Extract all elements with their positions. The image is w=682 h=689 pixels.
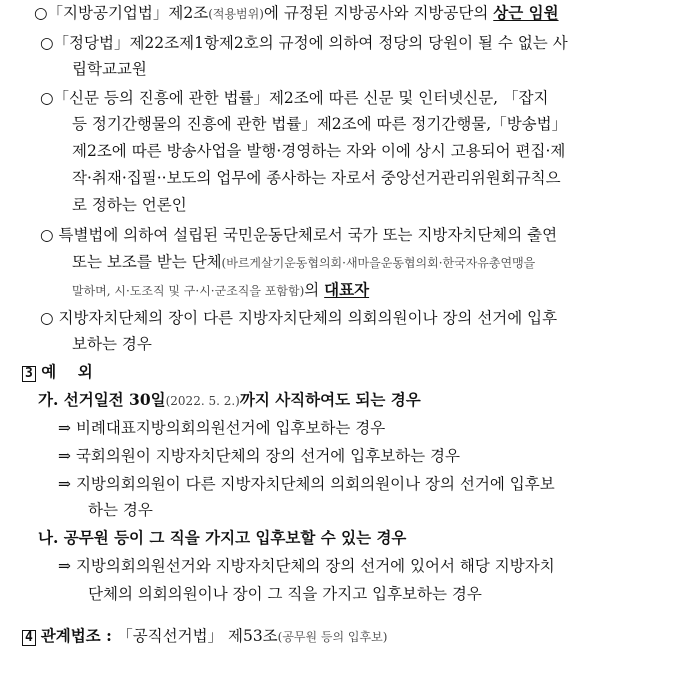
item-text: 「신문 등의 진흥에 관한 법률」제2조에 따른 신문 및 인터넷신문, 「잡지 — [53, 89, 549, 107]
section-number: 3 — [22, 366, 36, 382]
date-note: (2022. 5. 2.) — [165, 394, 240, 408]
item-text: 단체의 의회의원이나 장이 그 직을 가지고 입후보하는 경우 — [88, 585, 482, 603]
item-continuation — [72, 168, 561, 188]
item-text: 의 — [304, 281, 325, 299]
exception-item — [58, 418, 385, 438]
bullet: ○ — [40, 34, 54, 52]
arrow-icon: ⇒ — [58, 557, 71, 575]
item-text: 지방자치단체의 장이 다른 지방자치단체의 의회의원이나 장의 선거에 입후 — [58, 309, 558, 327]
item-continuation — [72, 280, 369, 301]
emphasis-text: 상근 임원 — [493, 3, 559, 22]
item-continuation — [72, 252, 535, 273]
arrow-icon: ⇒ — [58, 419, 71, 437]
subsection-title: 가. 선거일전 30일 — [38, 390, 166, 409]
exception-item — [58, 474, 555, 494]
item-text: 립학교교원 — [72, 60, 147, 78]
arrow-icon: ⇒ — [58, 447, 71, 465]
bullet: ○ — [40, 89, 54, 107]
item-continuation — [72, 141, 565, 161]
item-text: 등 정기간행물의 진흥에 관한 법률」제2조에 따른 정기간행물,「방송법」 — [72, 115, 568, 133]
section-heading-related-law — [22, 626, 387, 647]
exception-item — [58, 556, 555, 576]
item-continuation — [88, 500, 153, 520]
separator: : — [100, 626, 118, 645]
item-press — [40, 88, 548, 108]
item-text: 지방의회의원선거와 지방자치단체의 장의 선거에 있어서 해당 지방자치 — [75, 557, 555, 575]
item-continuation — [88, 584, 482, 604]
item-public-enterprise — [34, 3, 559, 24]
section-title: 예 외 — [41, 362, 93, 381]
item-local-head — [40, 308, 557, 328]
item-continuation — [72, 195, 187, 215]
item-text: 에 규정된 지방공사와 지방공단의 — [263, 4, 494, 22]
item-text: 하는 경우 — [88, 501, 153, 519]
bullet: ○ — [40, 226, 54, 244]
subsection-a-heading — [38, 390, 421, 411]
item-text: 「정당법」제22조제1항제2호의 규정에 의하여 정당의 당원이 될 수 없는 사 — [53, 34, 568, 52]
subsection-title: 까지 사직하여도 되는 경우 — [239, 390, 421, 409]
item-text: 비례대표지방의회의원선거에 입후보하는 경우 — [75, 419, 386, 437]
exception-item — [58, 446, 460, 466]
item-text: 「지방공기업법」제2조 — [47, 4, 209, 22]
bullet: ○ — [34, 4, 48, 22]
section-title: 관계법조 — [40, 626, 101, 645]
law-reference: 「공직선거법」 제53조 — [117, 627, 278, 645]
emphasis-text: 대표자 — [324, 280, 370, 299]
item-continuation — [72, 59, 147, 79]
item-text: 지방의회의원이 다른 지방자치단체의 의회의원이나 장의 선거에 입후보 — [75, 475, 555, 493]
item-note: (바르게살기운동협의회·새마을운동협의회·한국자유총연맹을 — [221, 256, 536, 270]
item-text: 작·취재·집필··보도의 업무에 종사하는 자로서 중앙선거관리위원회규칙으 — [72, 169, 561, 187]
law-note: (공무원 등의 입후보) — [277, 630, 388, 644]
section-heading-exceptions — [22, 362, 93, 382]
item-text: 보하는 경우 — [72, 335, 152, 353]
item-text: 국회의원이 지방자치단체의 장의 선거에 입후보하는 경우 — [75, 447, 460, 465]
item-text: 로 정하는 언론인 — [72, 196, 187, 214]
item-note: 말하며, 시·도조직 및 구·시·군조직을 포함함) — [72, 284, 305, 298]
bullet: ○ — [40, 309, 54, 327]
item-continuation — [72, 114, 567, 134]
subsection-title: 나. 공무원 등이 그 직을 가지고 입후보할 수 있는 경우 — [38, 528, 407, 547]
arrow-icon: ⇒ — [58, 475, 71, 493]
subsection-b-heading — [38, 528, 406, 548]
item-text: 또는 보조를 받는 단체 — [72, 253, 222, 271]
item-text: 제2조에 따른 방송사업을 발행·경영하는 자와 이에 상시 고용되어 편집·제 — [72, 142, 566, 160]
item-national-movement — [40, 225, 557, 245]
item-party-law — [40, 33, 568, 53]
item-note: (적용범위) — [208, 7, 264, 21]
item-continuation — [72, 334, 152, 354]
section-number: 4 — [22, 630, 36, 646]
item-text: 특별법에 의하여 설립된 국민운동단체로서 국가 또는 지방자치단체의 출연 — [58, 226, 558, 244]
